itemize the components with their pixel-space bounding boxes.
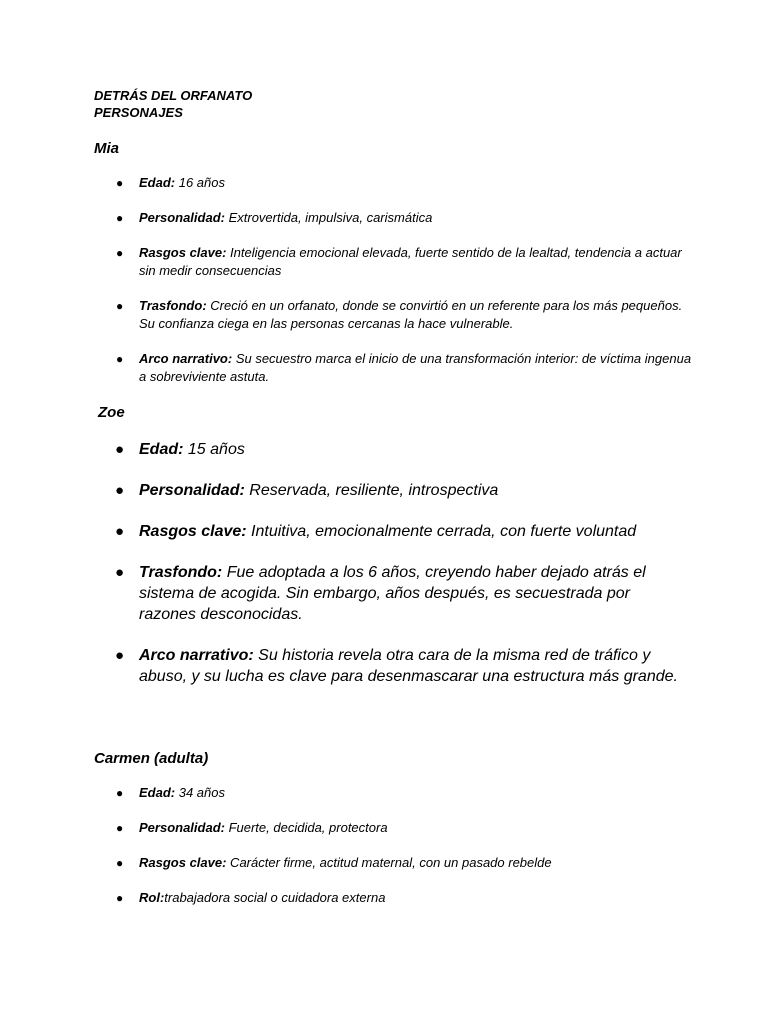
item-label: Personalidad: (139, 482, 245, 499)
list-item (94, 174, 694, 192)
list-item (94, 854, 694, 872)
bullet-icon: ● (116, 299, 124, 313)
item-label: Rasgos clave: (139, 523, 247, 540)
list-item (94, 889, 694, 907)
bullet-icon: ● (116, 211, 124, 225)
item-label: Edad: (139, 175, 176, 190)
bullet-icon: ● (116, 891, 124, 905)
list-item (94, 297, 694, 333)
item-label: Personalidad: (139, 210, 225, 225)
item-text: Inteligencia emocional elevada, fuerte sentido de la lealtad, tendencia a actuar sin medir consecuencias (139, 245, 682, 278)
character-name-zoe: Zoe (98, 404, 125, 421)
item-text: Fue adoptada a los 6 años, creyendo haber dejado atrás el sistema de acogida. Sin embargo, años después, es secuestrada por razones desconocidas. (139, 564, 646, 623)
bullet-icon: ● (116, 856, 124, 870)
item-text: Fuerte, decidida, protectora (224, 820, 388, 835)
bullet-icon: ● (116, 821, 124, 835)
bullet-icon: ● (115, 647, 125, 664)
list-item (94, 439, 684, 460)
item-label: Rol: (139, 890, 165, 905)
document-title: DETRÁS DEL ORFANATO (94, 88, 253, 103)
item-text: trabajadora social o cuidadora externa (164, 890, 386, 905)
item-text: Extrovertida, impulsiva, carismática (224, 210, 433, 225)
bullet-icon: ● (116, 352, 124, 366)
list-item (94, 521, 684, 542)
bullet-icon: ● (115, 482, 125, 499)
item-label: Trasfondo: (139, 564, 223, 581)
item-label: Arco narrativo: (139, 351, 233, 366)
document-subtitle: PERSONAJES (94, 105, 183, 120)
bullet-icon: ● (115, 564, 125, 581)
list-item (94, 209, 694, 227)
list-item (94, 562, 684, 625)
bullet-icon: ● (115, 441, 125, 458)
item-label: Edad: (139, 785, 176, 800)
item-text: 34 años (175, 785, 225, 800)
bullet-icon: ● (115, 523, 125, 540)
character-name-mia: Mia (94, 140, 120, 157)
item-text: Su secuestro marca el inicio de una transformación interior: de víctima ingenua a sobreviviente astuta. (139, 351, 692, 384)
bullet-icon: ● (116, 786, 124, 800)
item-label: Personalidad: (139, 820, 225, 835)
item-text: Carácter firme, actitud maternal, con un pasado rebelde (226, 855, 552, 870)
item-text: Su historia revela otra cara de la misma red de tráfico y abuso, y su lucha es clave para desenmascarar una estructura más grande. (139, 647, 678, 685)
item-label: Rasgos clave: (139, 855, 227, 870)
character-details-mia (94, 174, 694, 403)
list-item (94, 244, 694, 280)
item-label: Arco narrativo: (139, 647, 254, 664)
item-text: 16 años (175, 175, 225, 190)
item-label: Rasgos clave: (139, 245, 227, 260)
list-item (94, 350, 694, 386)
item-text: Reservada, resiliente, introspectiva (244, 482, 499, 499)
item-label: Trasfondo: (139, 298, 207, 313)
character-name-carmen: Carmen (adulta) (94, 750, 209, 767)
document-header (94, 87, 252, 121)
item-label: Edad: (139, 441, 184, 458)
bullet-icon: ● (116, 176, 124, 190)
item-text: 15 años (183, 441, 245, 458)
list-item (94, 480, 684, 501)
character-details-carmen (94, 784, 694, 924)
list-item (94, 784, 694, 802)
list-item (94, 819, 694, 837)
list-item (94, 645, 684, 687)
item-text: Creció en un orfanato, donde se convirtió en un referente para los más pequeños. Su confianza ciega en las personas cercanas la hace vulnerable. (139, 298, 683, 331)
character-details-zoe (94, 439, 684, 707)
item-text: Intuitiva, emocionalmente cerrada, con fuerte voluntad (246, 523, 637, 540)
bullet-icon: ● (116, 246, 124, 260)
